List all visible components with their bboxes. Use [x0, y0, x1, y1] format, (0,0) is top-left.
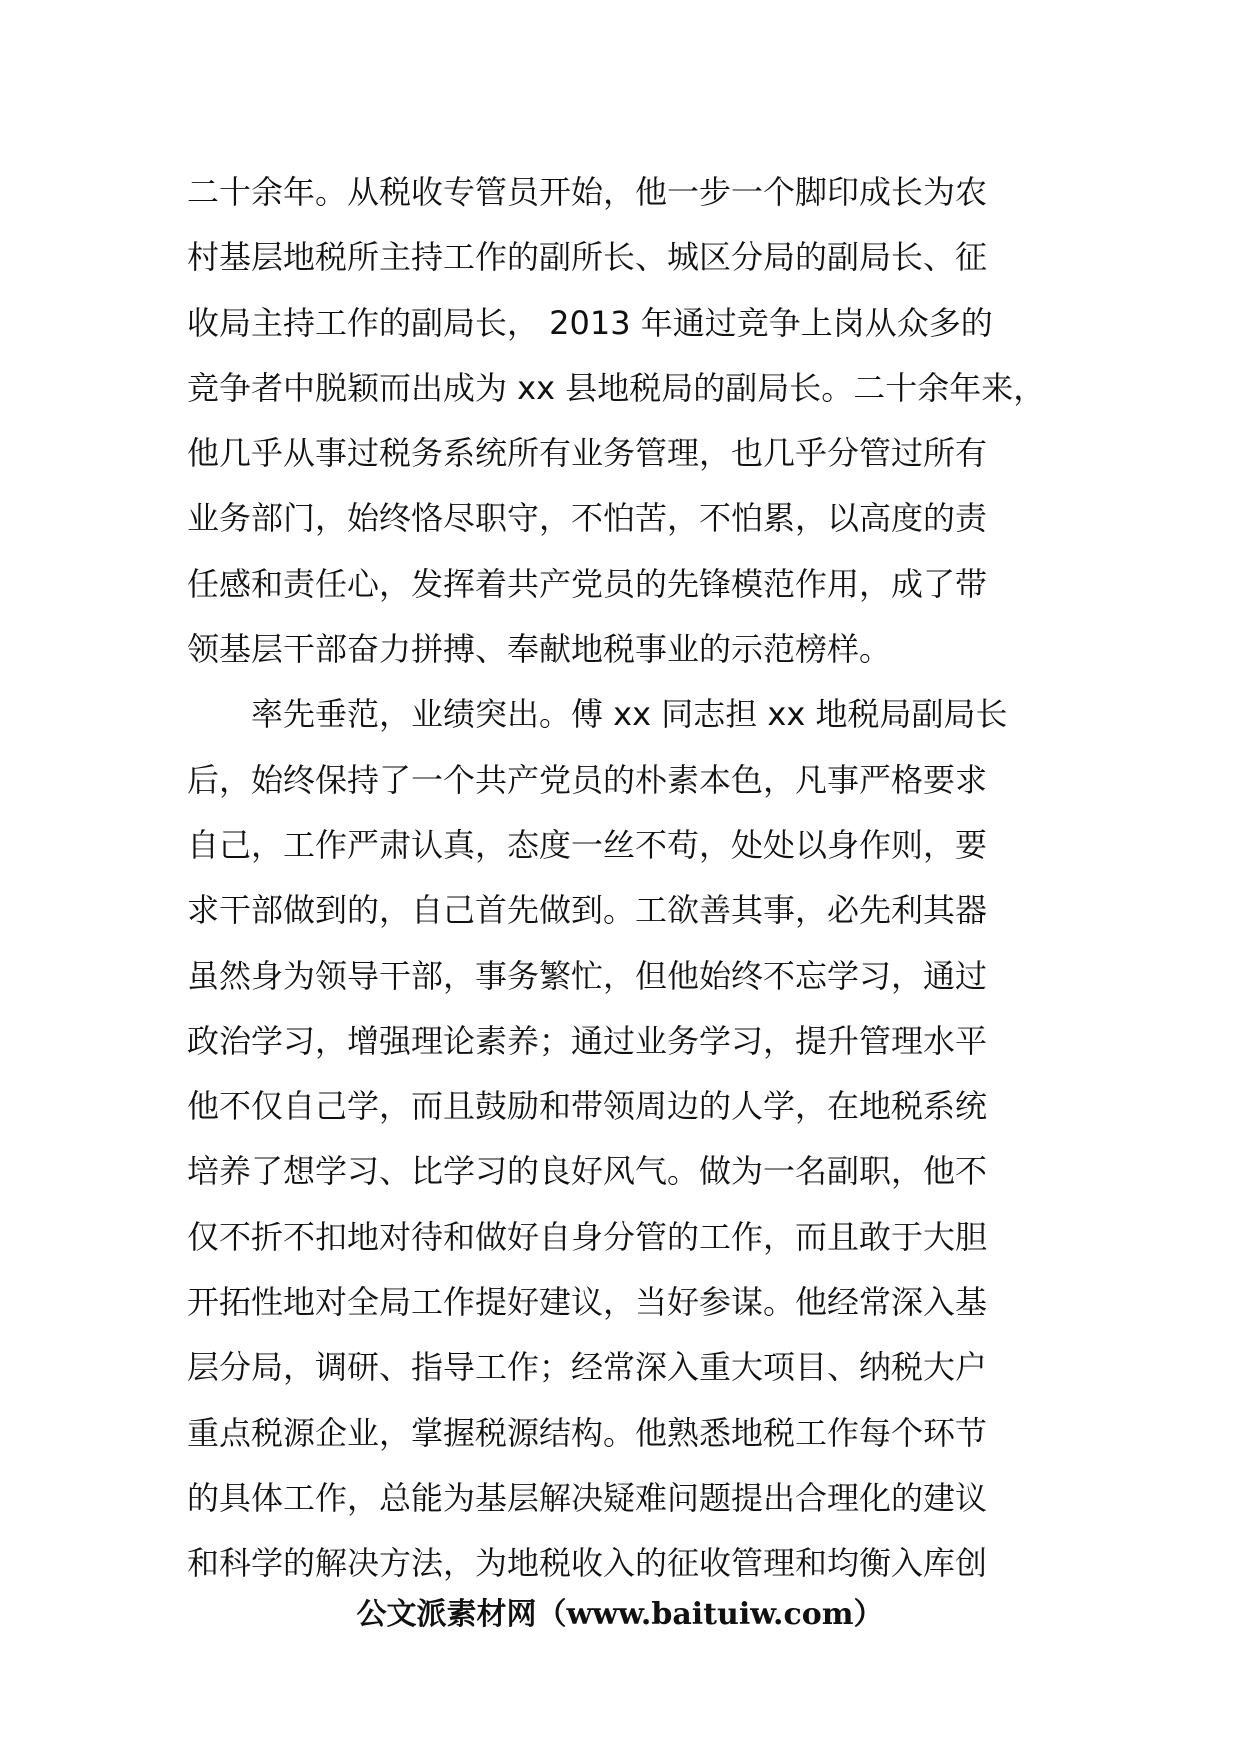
text-line: 业务部门，始终恪尽职守，不怕苦，不怕累，以高度的责 [187, 499, 988, 538]
text-line: 竞争者中脱颖而出成为 xx 县地税局的副局长。二十余年来， [187, 368, 1046, 407]
text-line: 后，始终保持了一个共产党员的朴素本色，凡事严格要求 [187, 760, 988, 799]
text-line: 层分局，调研、指导工作；经常深入重大项目、纳税大户 [187, 1348, 988, 1387]
text-line: 任感和责任心，发挥着共产党员的先锋模范作用，成了带 [187, 564, 988, 603]
text-line: 重点税源企业，掌握税源结构。他熟悉地税工作每个环节 [187, 1413, 988, 1452]
text-line: 自己，工作严肃认真，态度一丝不苟，处处以身作则，要 [187, 825, 988, 864]
text-line: 他不仅自己学，而且鼓励和带领周边的人学，在地税系统 [187, 1087, 988, 1126]
text-line: 政治学习，增强理论素养；通过业务学习，提升管理水平 [187, 1021, 988, 1060]
text-line: 二十余年。从税收专管员开始，他一步一个脚印成长为农 [187, 173, 988, 211]
text-line: 率先垂范，业绩突出。傅 xx 同志担 xx 地税局副局长 [187, 695, 1008, 734]
text-line: 开拓性地对全局工作提好建议，当好参谋。他经常深入基 [187, 1283, 988, 1322]
text-line: 他几乎从事过税务系统所有业务管理，也几乎分管过所有 [187, 434, 988, 473]
text-line: 村基层地税所主持工作的副所长、城区分局的副局长、征 [187, 238, 988, 277]
text-line: 仅不折不扣地对待和做好自身分管的工作，而且敢于大胆 [187, 1217, 988, 1256]
footer-watermark: 公文派素材网（www.baituiw.com） [356, 1597, 884, 1632]
text-line: 虽然身为领导干部，事务繁忙，但他始终不忘学习，通过 [187, 956, 988, 995]
text-line: 求干部做到的，自己首先做到。工欲善其事，必先利其器 [187, 891, 988, 930]
body-text [187, 160, 1077, 1597]
text-line: 的具体工作，总能为基层解决疑难问题提出合理化的建议 [187, 1478, 988, 1517]
text-line: 领基层干部奋力拼搏、奉献地税事业的示范榜样。 [187, 630, 892, 669]
text-line: 收局主持工作的副局长， 2013 年通过竞争上岗从众多的 [187, 303, 993, 342]
text-line: 培养了想学习、比学习的良好风气。做为一名副职，他不 [187, 1152, 988, 1191]
text-line: 和科学的解决方法，为地税收入的征收管理和均衡入库创 [187, 1544, 988, 1583]
